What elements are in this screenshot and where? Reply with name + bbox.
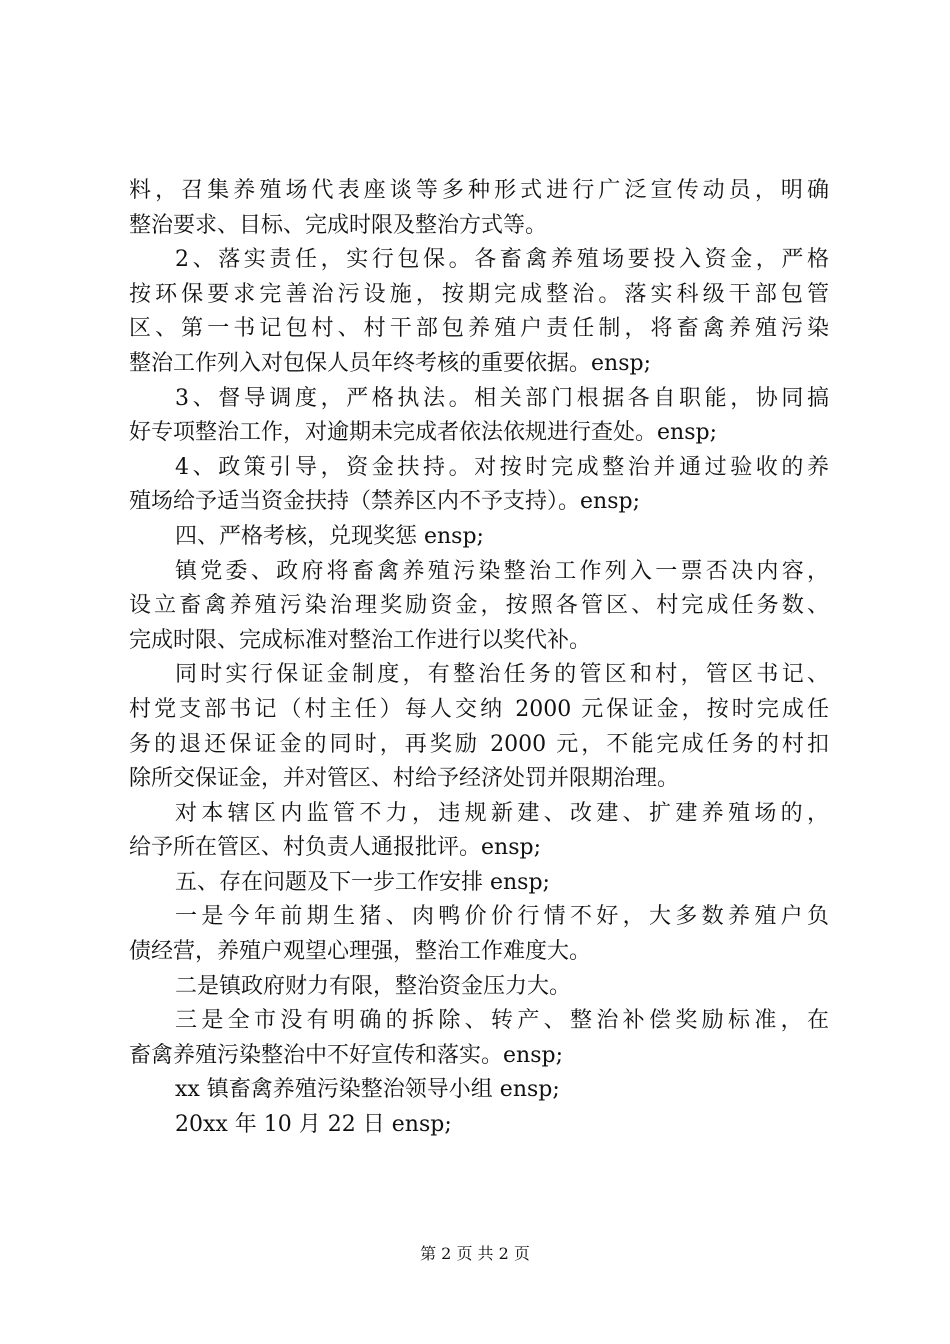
text-line: 一是今年前期生猪、肉鸭价价行情不好，大多数养殖户负 xyxy=(175,904,829,930)
text-line: 镇党委、政府将畜禽养殖污染整治工作列入一票否决内容， xyxy=(175,558,829,584)
text-line: 设立畜禽养殖污染治理奖励资金，按照各管区、村完成任务数、 xyxy=(129,593,829,619)
text-line: 四、严格考核，兑现奖惩 ensp; xyxy=(175,523,484,549)
text-line: 殖场给予适当资金扶持（禁养区内不予支持）。ensp; xyxy=(129,489,640,515)
text-line: 务的退还保证金的同时，再奖励 2000 元，不能完成任务的村扣 xyxy=(129,731,829,757)
text-line: 债经营，养殖户观望心理强，整治工作难度大。 xyxy=(129,939,592,965)
text-line: 除所交保证金，并对管区、村给予经济处罚并限期治理。 xyxy=(129,766,680,792)
text-line: xx 镇畜禽养殖污染整治领导小组 ensp; xyxy=(175,1077,560,1103)
text-line: 4、政策引导，资金扶持。对按时完成整治并通过验收的养 xyxy=(175,454,829,480)
document-body xyxy=(129,174,829,1143)
text-line: 好专项整治工作，对逾期未完成者依法依规进行查处。ensp; xyxy=(129,420,717,446)
text-line: 整治工作列入对包保人员年终考核的重要依据。ensp; xyxy=(129,350,651,376)
text-line: 给予所在管区、村负责人通报批评。ensp; xyxy=(129,835,541,861)
text-line: 对本辖区内监管不力，违规新建、改建、扩建养殖场的， xyxy=(175,800,829,826)
page-footer: 第 2 页 共 2 页 xyxy=(420,1244,530,1263)
text-line: 3、督导调度，严格执法。相关部门根据各自职能，协同搞 xyxy=(175,385,829,411)
text-line: 二是镇政府财力有限，整治资金压力大。 xyxy=(175,973,572,999)
text-line: 区、第一书记包村、村干部包养殖户责任制，将畜禽养殖污染 xyxy=(129,316,829,342)
text-line: 料，召集养殖场代表座谈等多种形式进行广泛宣传动员，明确 xyxy=(129,178,829,203)
text-line: 按环保要求完善治污设施，按期完成整治。落实科级干部包管 xyxy=(129,281,829,307)
text-line: 畜禽养殖污染整治中不好宣传和落实。ensp; xyxy=(129,1042,563,1068)
text-line: 五、存在问题及下一步工作安排 ensp; xyxy=(175,869,550,895)
text-line: 整治要求、目标、完成时限及整治方式等。 xyxy=(129,212,548,238)
text-line: 完成时限、完成标准对整治工作进行以奖代补。 xyxy=(129,627,592,653)
text-line: 2、落实责任，实行包保。各畜禽养殖场要投入资金，严格 xyxy=(175,247,829,273)
text-line: 同时实行保证金制度，有整治任务的管区和村，管区书记、 xyxy=(175,662,829,688)
text-line: 20xx 年 10 月 22 日 ensp; xyxy=(175,1112,452,1138)
text-line: 村党支部书记（村主任）每人交纳 2000 元保证金，按时完成任 xyxy=(129,696,829,722)
text-line: 三是全市没有明确的拆除、转产、整治补偿奖励标准，在 xyxy=(175,1008,829,1034)
